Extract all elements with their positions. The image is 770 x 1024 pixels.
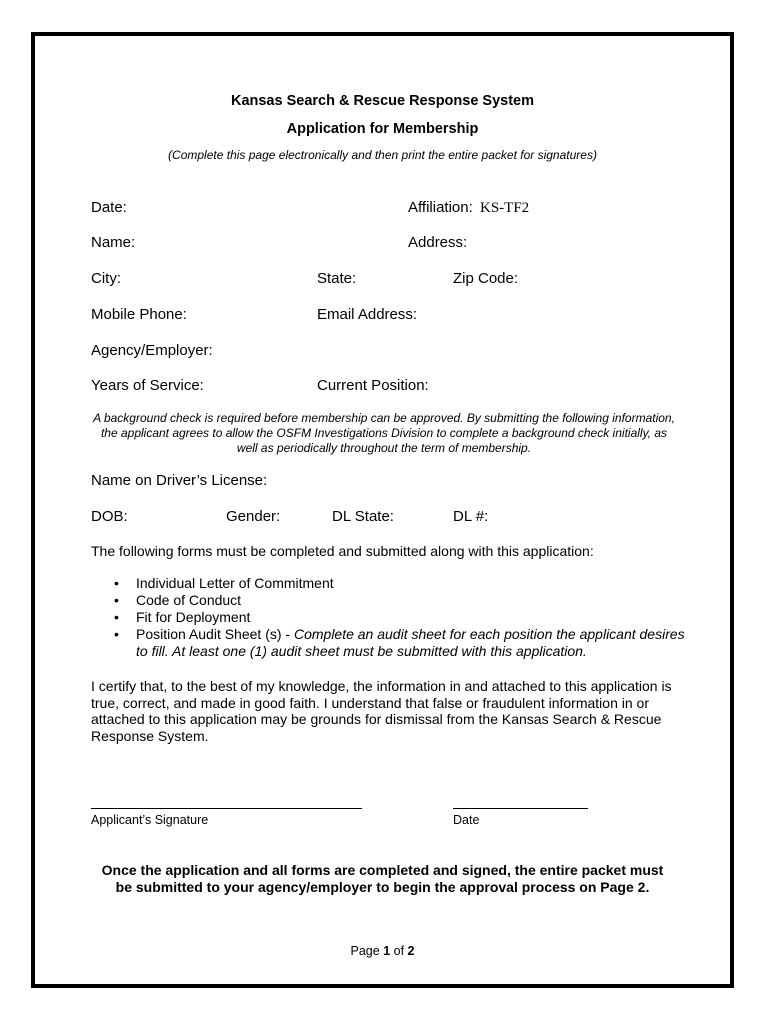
form-item-label: Code of Conduct <box>136 592 242 608</box>
required-forms-intro: The following forms must be completed and submitted along with this application: <box>91 543 594 559</box>
form-instruction: (Complete this page electronically and then print the entire packet for signatures) <box>168 148 597 162</box>
current-position-label: Current Position: <box>317 377 429 394</box>
audit-sheet-note: Complete an audit sheet for each position the applicant desires <box>293 626 685 642</box>
form-subtitle: Application for Membership <box>286 121 479 137</box>
submission-instructions <box>31 862 734 896</box>
email-address-label: Email Address: <box>317 306 418 323</box>
certification-statement: I certify that, to the best of my knowledge, the information in and attached to this application is true, correct, and made in good faith. I understand that false or fraudulent information in or attached to this application may be grounds for dismissal from the Kansas Search & Rescue Response System. <box>91 678 672 744</box>
state-label: State: <box>317 270 357 287</box>
form-item-label: Position Audit Sheet (s) - <box>136 626 294 642</box>
gender-label: Gender: <box>226 508 281 525</box>
audit-sheet-note-continued: to fill. At least one (1) audit sheet must be submitted with this application. <box>136 643 587 659</box>
bullet-icon: • <box>114 626 119 642</box>
list-item <box>92 592 692 609</box>
affiliation-label: Affiliation: <box>408 199 473 216</box>
affiliation-value[interactable]: KS-TF2 <box>480 200 530 216</box>
page-current: 1 <box>383 944 391 958</box>
dl-name-label: Name on Driver’s License: <box>91 472 268 489</box>
bullet-icon: • <box>114 575 119 591</box>
page-number <box>31 944 734 958</box>
address-label: Address: <box>408 234 468 251</box>
signature-date-line[interactable] <box>453 808 588 809</box>
form-title: Kansas Search & Rescue Response System <box>230 93 535 109</box>
page-total: 2 <box>407 944 415 958</box>
years-of-service-label: Years of Service: <box>91 377 204 394</box>
mobile-phone-label: Mobile Phone: <box>91 306 187 323</box>
zip-code-label: Zip Code: <box>453 270 519 287</box>
applicant-signature-label: Applicant’s Signature <box>91 813 209 827</box>
dob-label: DOB: <box>91 508 128 525</box>
form-item-label: Individual Letter of Commitment <box>136 575 334 591</box>
signature-date-label: Date <box>453 813 480 827</box>
list-item <box>92 626 692 660</box>
city-label: City: <box>91 270 121 287</box>
agency-employer-label: Agency/Employer: <box>91 342 213 359</box>
list-item <box>92 575 692 592</box>
dl-number-label: DL #: <box>453 508 489 525</box>
of-word: of <box>393 944 405 958</box>
applicant-signature-line[interactable] <box>91 808 362 809</box>
list-item <box>92 609 692 626</box>
bullet-icon: • <box>114 609 119 625</box>
form-item-label: Fit for Deployment <box>136 609 251 625</box>
required-forms-list <box>92 575 692 660</box>
page-word: Page <box>350 944 380 958</box>
background-check-note: A background check is required before membership can be approved. By submitting the following information, the applicant agrees to allow the OSFM Investigations Division to complete a background check initially, as well as periodically throughout the term of membership. <box>93 411 675 455</box>
date-label: Date: <box>91 199 127 216</box>
submission-instructions-text: Once the application and all forms are completed and signed, the entire packet must be submitted to your agency/employer to begin the approval process on Page 2. <box>101 862 664 895</box>
dl-state-label: DL State: <box>332 508 394 525</box>
bullet-icon: • <box>114 592 119 608</box>
name-label: Name: <box>91 234 136 251</box>
